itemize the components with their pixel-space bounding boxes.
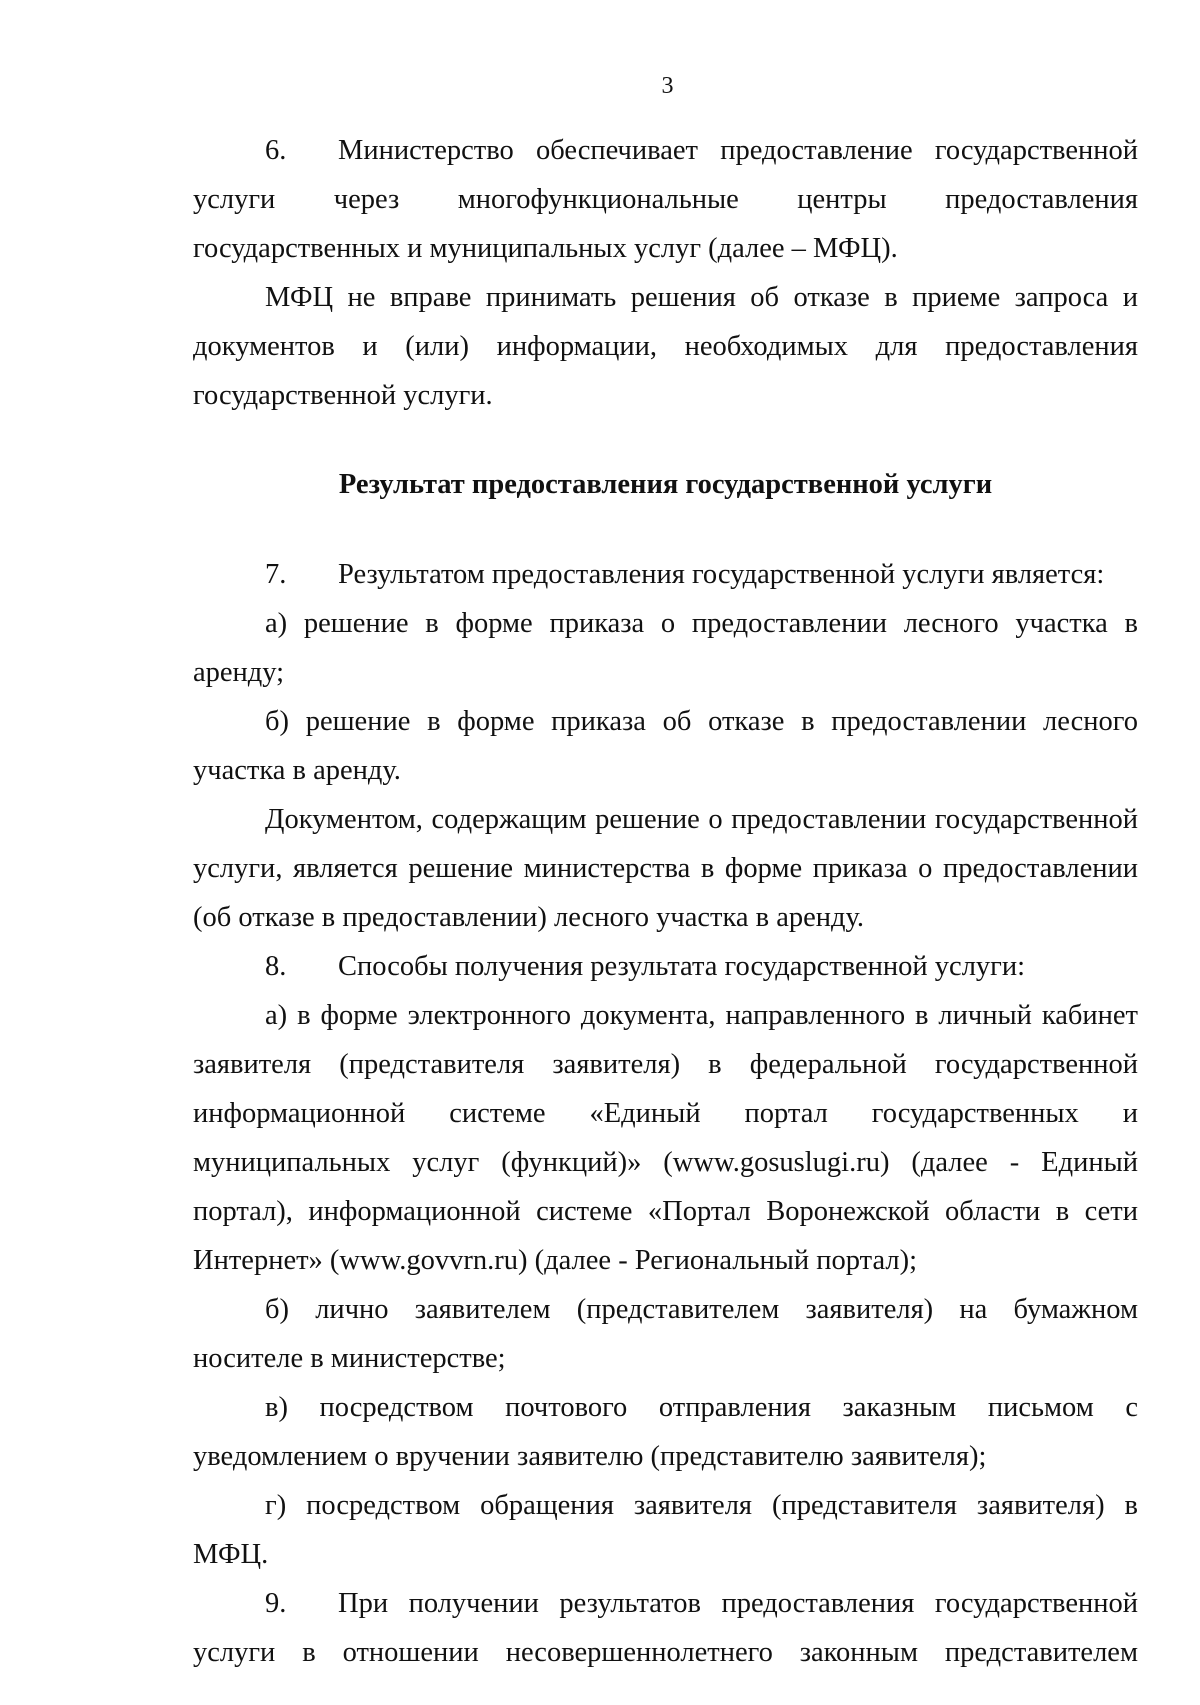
paragraph-text: Министерство обеспечивает предоставление государственной услуги через многофункциональные центры предоставления государственных и муниципальных услуг (далее – МФЦ). [193, 135, 1138, 264]
paragraph-9 [193, 1579, 1138, 1677]
paragraph-7-a: а) решение в форме приказа о предоставлении лесного участка в аренду; [193, 608, 1138, 688]
paragraph-text: Способы получения результата государственной услуги: [338, 951, 1026, 982]
paragraph-8-a: а) в форме электронного документа, направленного в личный кабинет заявителя (представителя заявителя) в федеральной государственной информационной системе «Единый портал государственных и муниципальных услуг (функций)» (www.gosuslugi.ru) (далее - Единый портал), информационной системе «Портал Воронежской области в сети Интернет» (www.govvrn.ru) (далее - Региональный портал); [193, 1000, 1138, 1276]
paragraph-7-b: б) решение в форме приказа об отказе в предоставлении лесного участка в аренду. [193, 706, 1138, 786]
paragraph-text: Результатом предоставления государственной услуги является: [338, 559, 1105, 590]
paragraph-text: При получении результатов предоставления государственной услуги в отношении несовершеннолетнего законным представителем [193, 1588, 1138, 1668]
paragraph-number: 9. [265, 1588, 287, 1619]
paragraph-8 [193, 942, 1138, 991]
paragraph-8-b: б) лично заявителем (представителем заявителя) на бумажном носителе в министерстве; [193, 1294, 1138, 1374]
paragraph-7-document: Документом, содержащим решение о предоставлении государственной услуги, является решение министерства в форме приказа о предоставлении (об отказе в предоставлении) лесного участка в аренду. [193, 804, 1138, 933]
paragraph-number: 6. [265, 135, 287, 166]
paragraph-6 [193, 126, 1138, 273]
document-body [193, 126, 1138, 1677]
section-heading: Результат предоставления государственной услуги [338, 469, 993, 500]
paragraph-8-g: г) посредством обращения заявителя (представителя заявителя) в МФЦ. [193, 1490, 1138, 1570]
paragraph-8-v: в) посредством почтового отправления заказным письмом с уведомлением о вручении заявителю (представителю заявителя); [193, 1392, 1138, 1472]
paragraph-7 [193, 550, 1138, 599]
paragraph-6-mfc: МФЦ не вправе принимать решения об отказе в приеме запроса и документов и (или) информации, необходимых для предоставления государственной услуги. [193, 282, 1138, 411]
paragraph-number: 7. [265, 559, 287, 590]
page-number: 3 [661, 73, 674, 99]
paragraph-number: 8. [265, 951, 287, 982]
